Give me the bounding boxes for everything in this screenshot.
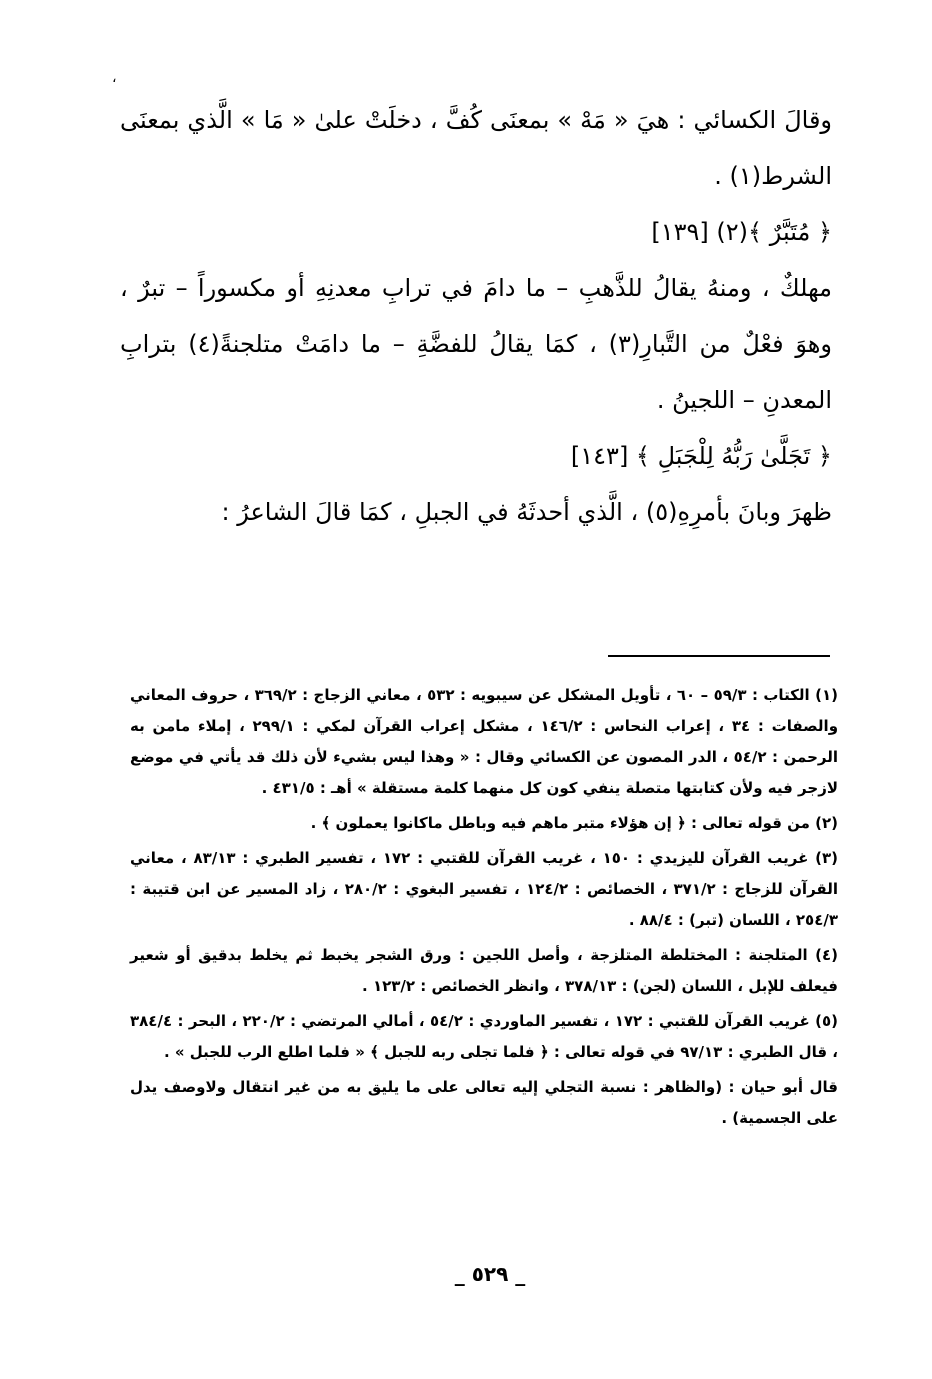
paragraph-tibr: مهلكٌ ، ومنهُ يقالُ للذَّهبِ – ما دامَ في ترابِ معدنِهِ أو مكسوراً – تبرٌ ، وهوَ فعْلٌ من التَّبارِ(٣) ، كمَا يقالُ للفضَّةِ – ما دامَتْ متلجنةً(٤) بترابِ المعدنِ – اللجينُ .	[120, 274, 833, 414]
footnote-5: (٥) غريب القرآن للقتبي : ١٧٢ ، تفسير الماوردي : ٥٤/٢ ، أمالي المرتضي : ٢٢٠/٢ ، البحر : ٣٨٤/٤ ، قال الطبري : ٩٧/١٣ في قوله تعالى : ﴿ فلما تجلى ربه للجبل ﴾ « فلما اطلع الرب للجبل » .	[130, 1012, 839, 1061]
page-number: _ ٥٢٩ _	[454, 1262, 526, 1286]
verse-mutabbar: ﴿ مُتَبَّرٌ ﴾(٢) [١٣٩]	[651, 218, 832, 246]
footnote-divider	[608, 655, 830, 657]
footnotes	[130, 680, 838, 1138]
verse-tajalla: ﴿ تَجَلَّىٰ رَبُّهُ لِلْجَبَلِ ﴾ [١٤٣]	[570, 442, 832, 470]
paragraph-kisai: وقالَ الكسائي : هيَ « مَهْ » بمعنَى كُفَّ ، دخلَتْ علىٰ « مَا » الَّذي بمعنَى الشرط(١) .	[120, 106, 832, 190]
footnote-4: (٤) المتلجنة : المختلطة المتلزجة ، وأصل اللجين : ورق الشجر يخبط ثم يخلط بدقيق أو شعير فيعلف للإبل ، اللسان (لجن) : ٣٧٨/١٣ ، وانظر الخصائص : ١٢٣/٢ .	[130, 946, 838, 995]
footnote-3: (٣) غريب القرآن لليزيدي : ١٥٠ ، غريب القرآن للقتبي : ١٧٢ ، تفسير الطبري : ٨٣/١٣ ، معاني القرآن للزجاج : ٣٧١/٢ ، الخصائص : ١٢٤/٢ ، تفسير البغوي : ٢٨٠/٢ ، زاد المسير عن ابن قتيبة : ٢٥٤/٣ ، اللسان (تبر) : ٨٨/٤ .	[130, 849, 839, 929]
corner-mark: ،	[112, 70, 117, 86]
main-text	[120, 92, 832, 540]
paragraph-zahara: ظهرَ وبانَ بأمرِهِ(٥) ، الَّذي أحدثَهُ في الجبلِ ، كمَا قالَ الشاعرُ :	[221, 498, 832, 526]
footnote-5-continuation: قال أبو حيان : (والظاهر : نسبة التجلي إليه تعالى على ما يليق به من غير انتقال ولاوصف يدل على الجسمية) .	[130, 1078, 838, 1127]
footnote-1: (١) الكتاب : ٥٩/٣ – ٦٠ ، تأويل المشكل عن سيبويه : ٥٣٢ ، معاني الزجاج : ٣٦٩/٢ ، حروف المعاني والصفات : ٣٤ ، إعراب النحاس : ١٤٦/٢ ، مشكل إعراب القرآن لمكي : ٢٩٩/١ ، إملاء مامن به الرحمن : ٥٤/٢ ، الدر المصون عن الكسائي وقال : « وهذا ليس بشيء لأن ذلك قد يأتي في موضع لازجر فيه ولأن كتابتها متصلة ينفي كون كل منهما كلمة مستقلة » أهـ : ٤٣١/٥ .	[130, 686, 839, 797]
footnote-2: (٢) من قوله تعالى : ﴿ إن هؤلاء متبر ماهم فيه وباطل ماكانوا يعملون ﴾ .	[310, 814, 838, 832]
